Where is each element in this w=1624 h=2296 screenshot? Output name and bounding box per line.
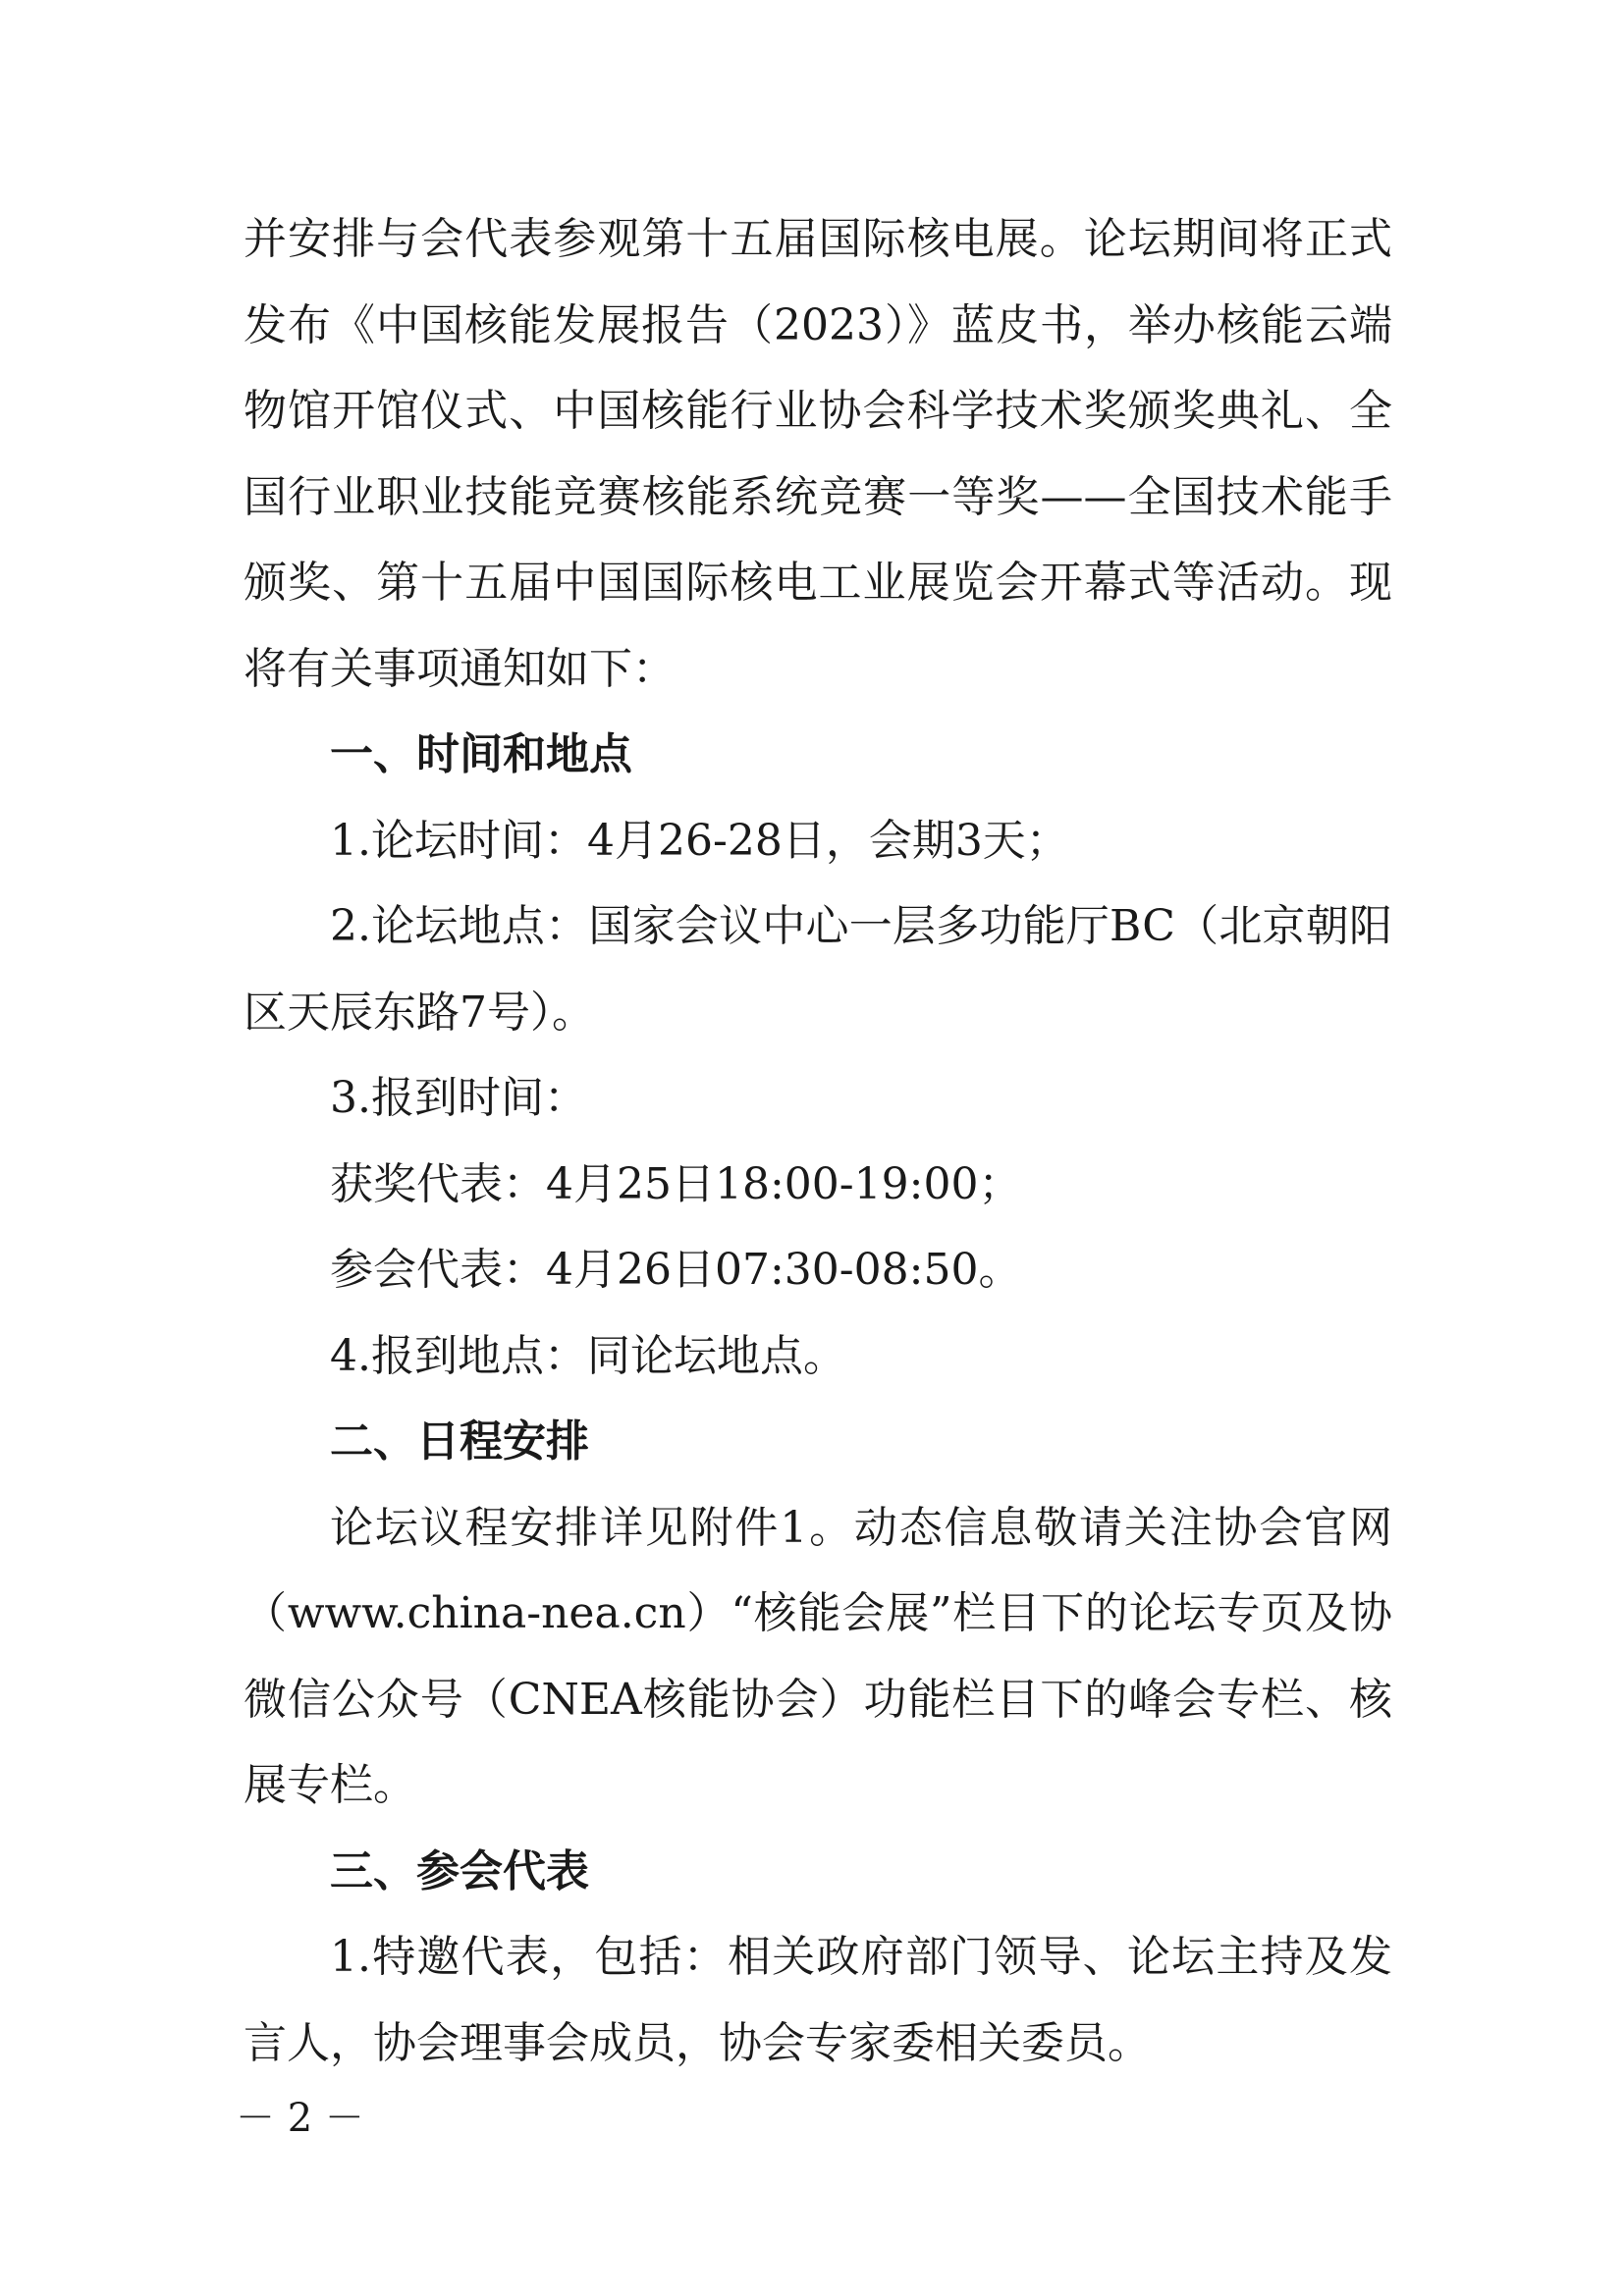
section-2-heading: 二、日程安排 [330, 1416, 589, 1467]
document-page [244, 196, 1392, 2086]
intro-line-6: 将有关事项通知如下： [244, 643, 676, 694]
section-3-heading: 三、参会代表 [330, 1845, 589, 1896]
forum-time: 1.论坛时间：4月26-28日，会期3天； [330, 815, 1069, 866]
schedule-line-3: 微信公众号（CNEA核能协会）功能栏目下的峰会专栏、核 [244, 1674, 1392, 1725]
registration-time-label: 3.报到时间： [330, 1073, 587, 1123]
intro-line-3: 物馆开馆仪式、中国核能行业协会科学技术奖颁奖典礼、全 [244, 386, 1392, 436]
invited-delegates-line-1: 1.特邀代表，包括：相关政府部门领导、论坛主持及发 [330, 1932, 1392, 1982]
page-number: － 2 － [236, 2096, 364, 2141]
schedule-line-2: （www.china-nea.cn）“核能会展”栏目下的论坛专页及协 [244, 1588, 1392, 1638]
intro-line-2: 发布《中国核能发展报告（2023）》蓝皮书，举办核能云端 [244, 299, 1392, 350]
intro-paragraph [244, 196, 1392, 712]
schedule-line-1: 论坛议程安排详见附件1。动态信息敬请关注协会官网 [330, 1502, 1392, 1553]
registration-location: 4.报到地点：同论坛地点。 [330, 1330, 846, 1381]
section-1-heading: 一、时间和地点 [330, 729, 632, 779]
registration-time-awardees: 获奖代表：4月25日18:00-19:00； [330, 1158, 1022, 1209]
forum-location-line-1: 2.论坛地点：国家会议中心一层多功能厅BC（北京朝阳 [330, 901, 1392, 951]
schedule-line-4: 展专栏。 [244, 1760, 416, 1810]
intro-line-5: 颁奖、第十五届中国国际核电工业展览会开幕式等活动。现 [244, 558, 1392, 608]
intro-line-1: 并安排与会代表参观第十五届国际核电展。论坛期间将正式 [244, 214, 1392, 264]
registration-time-attendees: 参会代表：4月26日07:30-08:50。 [330, 1245, 1022, 1295]
intro-line-4: 国行业职业技能竞赛核能系统竞赛一等奖——全国技术能手 [244, 471, 1392, 522]
invited-delegates-line-2: 言人，协会理事会成员，协会专家委相关委员。 [244, 2017, 1151, 2068]
forum-location-line-2: 区天辰东路7号）。 [244, 987, 595, 1038]
